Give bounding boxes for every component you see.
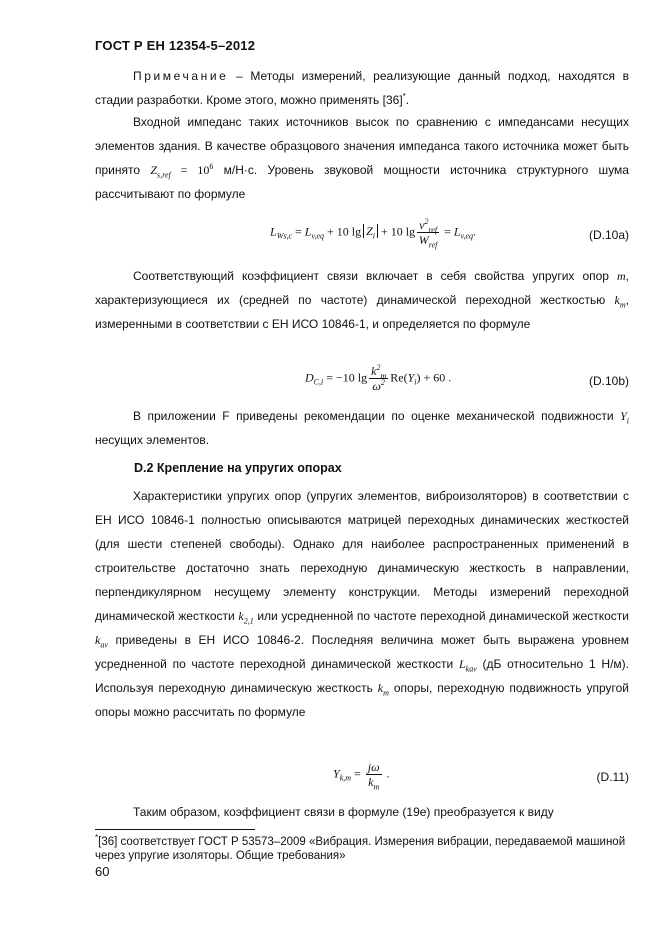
p4-text-c: приведены в ЕН ИСО 10846-2. Последняя величина может быть выражена уровнем усредненной по частоте переходной динамической жесткости <box>95 633 629 671</box>
p4-symbol-kav: k <box>95 633 101 647</box>
p4-symbol-km-sub: m <box>383 688 389 698</box>
eq1-z-sub: i <box>372 231 376 241</box>
equation-d11 <box>333 760 390 792</box>
eq2-equals-lg: = −10 lg <box>323 370 368 385</box>
eq2-y-sub: i <box>414 377 417 387</box>
eq2-den: ω <box>372 379 381 393</box>
p1-eq: = 10 <box>170 163 210 177</box>
eq3-fraction <box>366 760 382 792</box>
eq2-num: k <box>371 364 377 378</box>
eq3-lhs: Y <box>333 766 340 781</box>
note-text: – Методы измерений, реализующие данный подход, находятся в стадии разработки. Кроме этого, можно применять [36] <box>95 69 629 107</box>
eq1-end: . <box>473 224 477 239</box>
p1-text-a: Входной импеданс таких источников высок по сравнению с импедансами несущих элементов здания. В качестве образцового значения импеданса такого источника может быть принято <box>95 115 629 177</box>
eq1-equals: = <box>292 224 305 239</box>
eq3-lhs-sub: k,m <box>339 773 352 783</box>
eq1-den-sub: ref <box>428 240 438 250</box>
eq3-den-sub: m <box>373 782 380 792</box>
p4-symbol-km: k <box>377 681 384 695</box>
eq2-num-sup: 2 <box>376 363 381 372</box>
p2-symbol-k: k <box>614 293 620 307</box>
p2-text-c: , измеренными в соответствии с ЕН ИСО 10846-1, и определяется по формуле <box>95 293 629 331</box>
eq1-den: W <box>418 233 429 247</box>
footnote <box>95 835 635 863</box>
eq2-num-sub: m <box>380 371 387 381</box>
footnote-marker: * <box>95 833 99 843</box>
equation-d10a <box>270 217 477 250</box>
eq1-term2: L <box>453 224 461 239</box>
eq1-lhs-sub: Ws,c <box>276 231 293 241</box>
p4-symbol-k21-sub: 2,1 <box>243 616 254 626</box>
eq1-num-sub: ref <box>428 225 438 235</box>
p2-text-b: , характеризующиеся их (средней по частоте) динамической переходной жесткостью <box>95 269 629 307</box>
p2-symbol-k-sub: m <box>619 300 626 310</box>
eq1-abs-z <box>363 224 378 241</box>
eq3-end: . <box>383 766 390 781</box>
eq1-z: Z <box>366 224 373 239</box>
p4-text-d: (дБ относительно 1 Н/м). Используя переходную динамическую жесткость <box>95 657 629 695</box>
footnote-divider <box>95 829 255 830</box>
paragraph-coupling-coefficient <box>95 264 629 336</box>
paragraph-elastic-supports <box>95 484 629 724</box>
p2-symbol-m: m <box>616 269 626 283</box>
note-label: Примечание <box>133 69 229 83</box>
eq1-lhs: L <box>270 224 277 239</box>
eq1-num: v <box>419 218 425 232</box>
p4-symbol-kav-sub: av <box>100 640 108 650</box>
eq2-y: Y <box>407 370 415 385</box>
eq2-tail: + 60 . <box>420 370 452 385</box>
eq1-term2-sub: v,eq <box>460 231 474 241</box>
p1-text-b: . Уровень звуковой мощности источника структурного шума рассчитывают по формуле <box>95 163 629 201</box>
eq2-lhs-sub: C,i <box>313 377 324 387</box>
equation-number-d11: (D.11) <box>596 770 629 784</box>
eq1-term1: L <box>304 224 312 239</box>
paragraph-input-impedance <box>95 110 629 206</box>
paragraph-thus: Таким образом, коэффициент связи в формуле (19е) преобразуется к виду <box>133 805 554 819</box>
p4-symbol-lkav-sub: kav <box>465 664 477 674</box>
paragraph-appendix-f <box>95 404 629 452</box>
eq3-num: jω <box>367 760 380 774</box>
eq1-plus-lg1: + 10 lg <box>324 224 362 239</box>
eq1-plus-lg2: + 10 lg <box>378 224 416 239</box>
page-number: 60 <box>95 864 110 879</box>
p2-text-a: Соответствующий коэффициент связи включает в себя свойства упругих опор <box>133 269 617 283</box>
p3-symbol-y: Y <box>620 409 627 423</box>
eq1-equals2: = <box>441 224 454 239</box>
p4-text-a: Характеристики упругих опор (упругих элементов, виброизоляторов) в соответствии с ЕН ИСО 10846-1 полностью описываются матрицей переходных динамических жесткостей (для шести степеней свободы). Однако для наиболее распространенных применений в строительстве достаточно знать переходную динамическую жесткость в направлении, перпендикулярном несущему элементу конструкции. Методы измерений переходной динамической жесткости <box>95 489 629 623</box>
p4-symbol-lkav: L <box>458 657 466 671</box>
eq3-den: k <box>368 775 374 789</box>
p1-power: 6 <box>209 162 214 171</box>
p4-text-b: или усредненной по частоте переходной динамической жесткости <box>253 609 629 623</box>
eq2-den-sup: 2 <box>380 378 385 387</box>
eq3-equals: = <box>351 766 364 781</box>
p1-unit: м/Н·с <box>213 163 254 177</box>
p3-symbol-y-sub: i <box>626 416 629 426</box>
eq2-re: Re <box>390 370 404 385</box>
eq2-lhs: D <box>305 370 314 385</box>
note-footnote-marker: * <box>402 92 406 101</box>
note-paragraph <box>95 64 629 112</box>
equation-number-d10a: (D.10a) <box>588 228 629 242</box>
eq1-num-sup: 2 <box>424 217 429 226</box>
footnote-text: [36] соответствует ГОСТ Р 53573–2009 «Вибрация. Измерения вибрации, передаваемой машиной через упругие изоляторы. Общие требования» <box>95 836 626 862</box>
note-end: . <box>405 93 410 107</box>
equation-number-d10b: (D.10b) <box>588 374 629 388</box>
eq2-fraction <box>369 364 388 393</box>
p1-symbol-z: Z <box>150 163 157 177</box>
equation-d10b: $D_{C,i} = -10$ lg $\frac{k^2_m}{\omega^2}$ $Re(Y_i) + 60$ . <box>305 363 452 393</box>
p3-text-a: В приложении F приведены рекомендации по оценке механической подвижности <box>133 409 621 423</box>
p4-text-e: опоры, переходную подвижность упругой опоры можно рассчитать по формуле <box>95 681 629 719</box>
p1-symbol-z-sub: s,ref <box>157 170 171 180</box>
eq1-term1-sub: v,eq <box>311 231 324 241</box>
p3-text-b: несущих элементов. <box>95 433 210 447</box>
eq1-fraction <box>417 217 439 250</box>
section-heading-d2: D.2 Крепление на упругих опорах <box>134 461 342 475</box>
document-header: ГОСТ Р ЕН 12354-5–2012 <box>95 38 256 53</box>
p4-symbol-k21: k <box>238 609 244 623</box>
